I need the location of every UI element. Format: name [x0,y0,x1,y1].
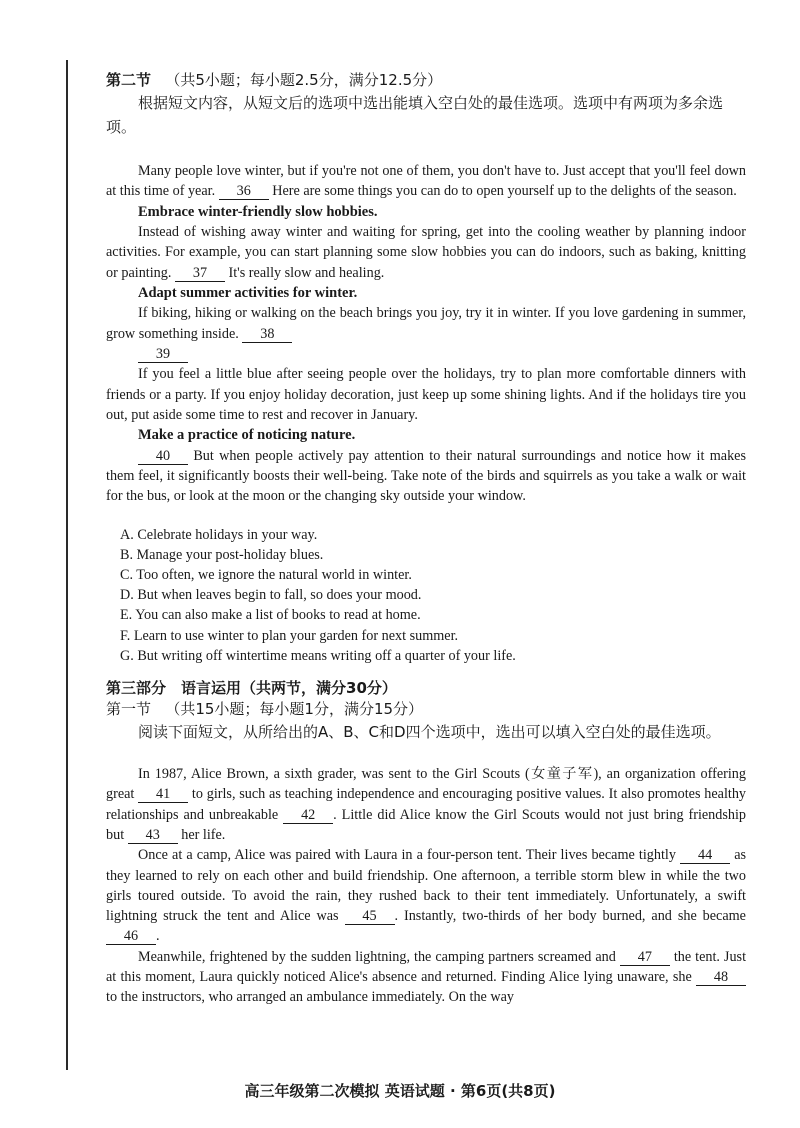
passage-paragraph: If biking, hiking or walking on the beach brings you joy, try it in winter. If you love gardening in summer, grow something inside. 38 [106,305,746,342]
blank-42: 42 [283,807,333,824]
margin-rule [66,60,68,1070]
blank-38: 38 [242,326,292,343]
blank-43: 43 [128,827,178,844]
blank-46: 46 [106,928,156,945]
blank-45: 45 [345,908,395,925]
option-d: D. But when leaves begin to fall, so does your mood. [120,587,422,604]
subheading-noticing-nature: Make a practice of noticing nature. [138,427,356,444]
option-b: B. Manage your post-holiday blues. [120,546,324,563]
passage-paragraph: Instead of wishing away winter and waiting for spring, get into the cooling weather by planning indoor activities. For example, you can start planning some slow hobbies you can do indoors, such as baking, knitting or painting. 37 It's really slow and healing. [106,224,746,281]
blank-39: 39 [138,346,188,363]
subheading-summer-activities: Adapt summer activities for winter. [138,284,358,301]
passage-paragraph: If you feel a little blue after seeing people over the holidays, try to plan more comfortable dinners with friends or a party. If you enjoy holiday decoration, just keep up some shining lights. And if the holidays tire you out, put aside some time to rest and recover in January. [106,366,746,423]
blank-37: 37 [175,265,225,282]
option-a: A. Celebrate holidays in your way. [120,526,318,543]
blank-44: 44 [680,847,730,864]
part3-heading: 第三部分 语言运用（共两节，满分30分） [106,679,397,698]
cloze-paragraph: Meanwhile, frightened by the sudden lightning, the camping partners screamed and 47 the tent. Just at this moment, Laura quickly noticed Alice's absence and returned. Finding Alice lying unaware, she 48 to the instructors, who arranged an ambulance immediately. On the way [106,948,747,1006]
section2-instruction: 根据短文内容，从短文后的选项中选出能填入空白处的最佳选项。选项中有两项为多余选项。 [106,94,724,136]
blank-41: 41 [138,786,188,803]
passage-paragraph [106,344,746,364]
option-f: F. Learn to use winter to plan your garden for next summer. [120,627,459,644]
blank-40: 40 [138,448,188,465]
passage-paragraph: Many people love winter, but if you're not one of them, you don't have to. Just accept that you'll feel down at this time of year. 36 Here are some things you can do to open yourself up to the delights of the season. [106,163,746,200]
option-g: G. But writing off wintertime means writing off a quarter of your life. [120,647,516,664]
cloze-paragraph: Once at a camp, Alice was paired with Laura in a four-person tent. Their lives became tightly 44 as they learned to rely on each other and build friendship. One afternoon, a terrible storm blew in while the two girls toured outside. To avoid the rain, they rushed back to their tent immediately. Unfortunately, a swift lightning struck the tent and Alice was 45 . Instantly, two-thirds of her body burned, and she became 46 . [106,847,747,945]
blank-47: 47 [620,949,670,966]
option-e: E. You can also make a list of books to read at home. [120,607,421,624]
subheading-slow-hobbies: Embrace winter-friendly slow hobbies. [138,203,378,220]
cloze-paragraph: In 1987, Alice Brown, a sixth grader, was sent to the Girl Scouts (女童子军), an organization offering great 41 to girls, such as teaching independence and encouraging positive values. It also promotes healthy relationships and unbreakable 42 . Little did Alice know the Girl Scouts would not just bring friendship but 43 her life. [106,766,747,843]
passage-paragraph: 40 But when people actively pay attention to their natural surroundings and notice how it makes them feel, it significantly boosts their well-being. Take note of the birds and squirrels as you take a walk or wait for the bus, or look at the moon or the changing sky outside your window. [106,447,746,505]
blank-48: 48 [696,969,746,986]
part3-instruction: 阅读下面短文，从所给出的A、B、C和D四个选项中，选出可以填入空白处的最佳选项。 [138,723,721,742]
section2-heading: 第二节 （共5小题；每小题2.5分，满分12.5分） [106,71,443,89]
answer-options [106,525,746,666]
part3-subheading: 第一节 （共15小题；每小题1分，满分15分） [106,700,424,719]
page-footer: 高三年级第二次模拟 英语试题 · 第6页(共8页) [244,1082,556,1100]
exam-page [106,70,746,1008]
blank-36: 36 [219,183,269,200]
option-c: C. Too often, we ignore the natural world in winter. [120,567,412,584]
